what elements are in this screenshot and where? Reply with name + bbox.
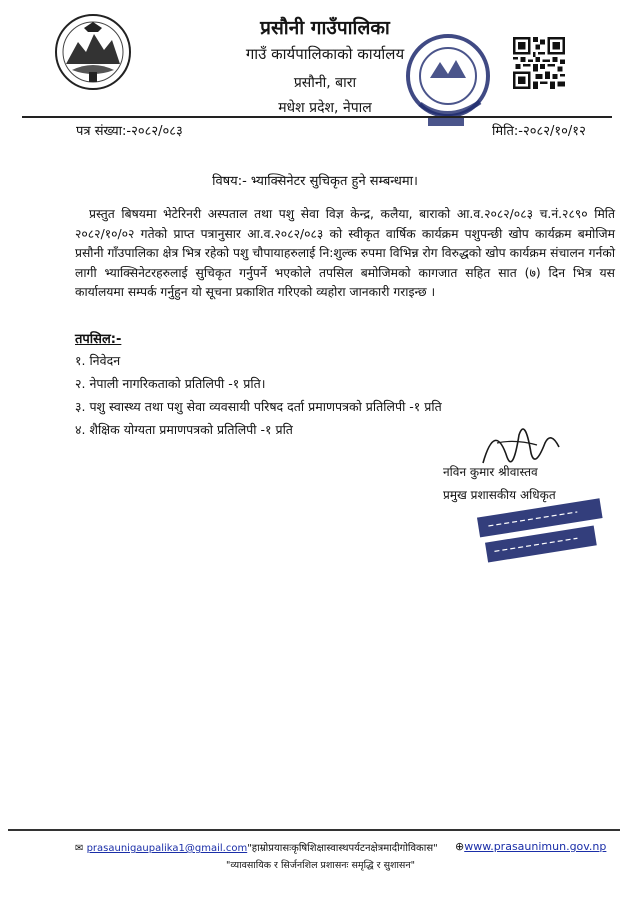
email-icon: ✉	[75, 843, 87, 854]
signatory-name: नविन कुमार श्रीवास्तव	[443, 465, 538, 479]
header-divider	[22, 116, 612, 118]
enclosure-item: २. नेपाली नागरिकताको प्रतिलिपी -१ प्रति।	[75, 376, 266, 391]
footer-divider	[8, 829, 620, 831]
email-link[interactable]: prasaunigaupalika1@gmail.com	[86, 843, 248, 854]
enclosure-item: ३. पशु स्वास्थ्य तथा पशु सेवा व्यवसायी परिषद दर्ता प्रमाणपत्रको प्रतिलिपी -१ प्रति	[75, 399, 442, 414]
name-stamp-icon	[470, 498, 610, 566]
enclosure-item: ४. शैक्षिक योग्यता प्रमाणपत्रको प्रतिलिपी -१ प्रति	[75, 422, 293, 437]
footer-website	[455, 840, 606, 853]
reference-number: पत्र संख्या:-२०८२/०८३	[76, 124, 183, 139]
office-subtitle: गाउँ कार्यपालिकाको कार्यालय	[245, 45, 405, 63]
footer-contact	[75, 840, 438, 854]
nepal-emblem-icon	[52, 12, 134, 92]
subject-line: विषय:- भ्याक्सिनेटर सुचिकृत हुने सम्बन्धमा।	[212, 174, 418, 189]
footer-slogan: "व्यावसायिक र सिर्जनशिल प्रशासनः समृद्धि र सुशासन"	[226, 860, 415, 871]
office-address: प्रसौनी, बारा	[293, 75, 357, 91]
enclosure-heading: तपसिल:-	[75, 332, 122, 347]
enclosure-item: १. निवेदन	[75, 353, 121, 368]
footer-motto: "हाम्रोप्रयासःकृषिशिक्षास्वास्थपर्यटनक्षेत्रमादीगोविकास"	[247, 843, 438, 854]
office-province: मधेश प्रदेश, नेपाल	[278, 100, 372, 116]
signatory-title: प्रमुख प्रशासकीय अधिकृत	[443, 488, 556, 502]
office-seal-icon	[400, 30, 496, 130]
qr-code-icon	[513, 37, 565, 89]
office-title: प्रसौनी गाउँपालिका	[260, 17, 390, 39]
globe-icon: ⊕	[455, 840, 465, 853]
letter-date: मिति:-२०८२/१०/१२	[492, 124, 586, 139]
body-paragraph: प्रस्तुत बिषयमा भेटेरिनरी अस्पताल तथा पशु सेवा विज्ञ केन्द्र, कलैया, बाराको आ.व.२०८२/०८३ च.नं.२८९० मिति २०८२/१०/०२ गतेको प्राप्त पत्रानुसार आ.व.२०८२/०८३ को स्वीकृत वार्षिक कार्यक्रम पशुपन्छी खोप कार्यक्रम बमोजिम प्रसौनी गाँउपालिका क्षेत्र भित्र रहेको पशु चौपायाहरुलाई नि:शुल्क रुपमा विभिन्न रोग विरुद्धको खोप कार्यक्रम संचालन गर्नको लागी भ्याक्सिनेटरहरुलाई सुचिकृत गर्नुपर्ने भएकोले तपसिल बमोजिमको कागजात सहित सात (७) दिन भित्र यस कार्यालयमा सम्पर्क गर्नुहुन यो सूचना प्रकाशित गरिएको व्यहोरा जानकारी गराइन्छ ।	[75, 207, 615, 299]
website-link[interactable]: www.prasaunimun.gov.np	[464, 840, 607, 853]
